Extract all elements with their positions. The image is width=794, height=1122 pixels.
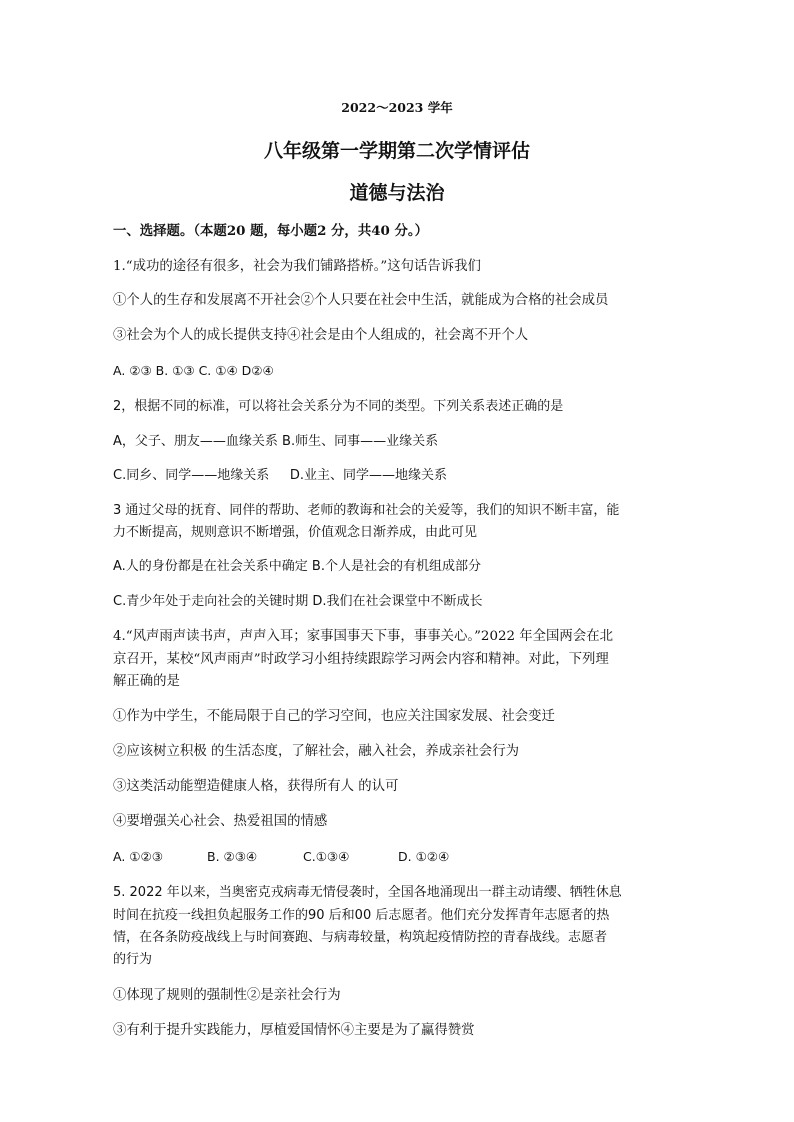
question-3-stem-line-1: 3 通过父母的抚育、同伴的帮助、老师的教诲和社会的关爱等，我们的知识不断丰富，能 xyxy=(113,503,620,518)
question-1-statement-2: ③社会为个人的成长提供支持④社会是由个人组成的，社会离不开个人 xyxy=(113,328,529,343)
question-3-stem-line-2: 力不断提高，规则意识不断增强，价值观念日渐养成，由此可见 xyxy=(113,525,478,540)
question-5-stem-line-4: 的行为 xyxy=(113,952,153,967)
exam-title: 八年级第一学期第二次学情评估 xyxy=(263,140,530,162)
question-2-options-row-2: C.同乡、同学——地缘关系 D.业主、同学——地缘关系 xyxy=(113,468,448,483)
option-a: A. ①②③ xyxy=(113,849,163,864)
question-1-options: A. ②③ B. ①③ C. ①④ D②④ xyxy=(113,363,274,378)
question-4-statement-1: ①作为中学生，不能局限于自己的学习空间，也应关注国家发展、社会变迁 xyxy=(113,709,555,724)
question-4-stem-line-1: 4.“风声雨声读书声，声声入耳；家事国事天下事，事事关心。”2022 年全国两会在北 xyxy=(113,629,613,644)
question-5-stem-line-2: 时间在抗疫一线担负起服务工作的90 后和00 后志愿者。他们充分发挥青年志愿者的热 xyxy=(113,908,610,923)
question-2-options-row-1: A，父子、朋友——血缘关系 B.师生、同事——业缘关系 xyxy=(113,434,439,449)
question-5-statement-1: ①体现了规则的强制性②是亲社会行为 xyxy=(113,988,341,1003)
question-4-stem-line-2: 京召开，某校“风声雨声”时政学习小组持续跟踪学习两会内容和精神。对此，下列理 xyxy=(113,652,609,667)
question-4-statement-3: ③这类活动能塑造健康人格，获得所有人 的认可 xyxy=(113,779,399,794)
question-1-statement-1: ①个人的生存和发展离不开社会②个人只要在社会中生活，就能成为合格的社会成员 xyxy=(113,293,609,308)
option-d: D. ①②④ xyxy=(398,849,450,864)
section-heading: 一、选择题。（本题20 题，每小题2 分，共40 分。） xyxy=(113,223,428,239)
question-4-options xyxy=(113,847,693,867)
question-1-stem: 1.“成功的途径有很多，社会为我们铺路搭桥。”这句话告诉我们 xyxy=(113,259,481,274)
question-3-options-row-1: A.人的身份都是在社会关系中确定 B.个人是社会的有机组成部分 xyxy=(113,559,481,574)
question-5-stem-line-1: 5. 2022 年以来，当奥密克戎病毒无情侵袭时，全国各地涌现出一群主动请缨、牺牲休息 xyxy=(113,885,622,900)
question-5-stem-line-3: 情，在各条防疫战线上与时间赛跑、与病毒较量，构筑起疫情防控的青春战线。志愿者 xyxy=(113,930,608,945)
question-4-stem-line-3: 解正确的是 xyxy=(113,674,180,689)
question-5-statement-2: ③有利于提升实践能力，厚植爱国情怀④主要是为了赢得赞赏 xyxy=(113,1023,475,1038)
question-4-statement-4: ④要增强关心社会、热爱祖国的情感 xyxy=(113,814,328,829)
school-year: 2022～2023 学年 xyxy=(341,100,453,115)
question-3-options-row-2: C.青少年处于走向社会的关键时期 D.我们在社会课堂中不断成长 xyxy=(113,594,483,609)
question-4-statement-2: ②应该树立积极 的生活态度，了解社会，融入社会，养成亲社会行为 xyxy=(113,744,519,759)
question-2-stem: 2，根据不同的标准，可以将社会关系分为不同的类型。下列关系表述正确的是 xyxy=(113,399,564,414)
option-b: B. ②③④ xyxy=(207,849,258,864)
subject-title: 道德与法治 xyxy=(349,182,445,204)
option-c: C.①③④ xyxy=(303,849,350,864)
